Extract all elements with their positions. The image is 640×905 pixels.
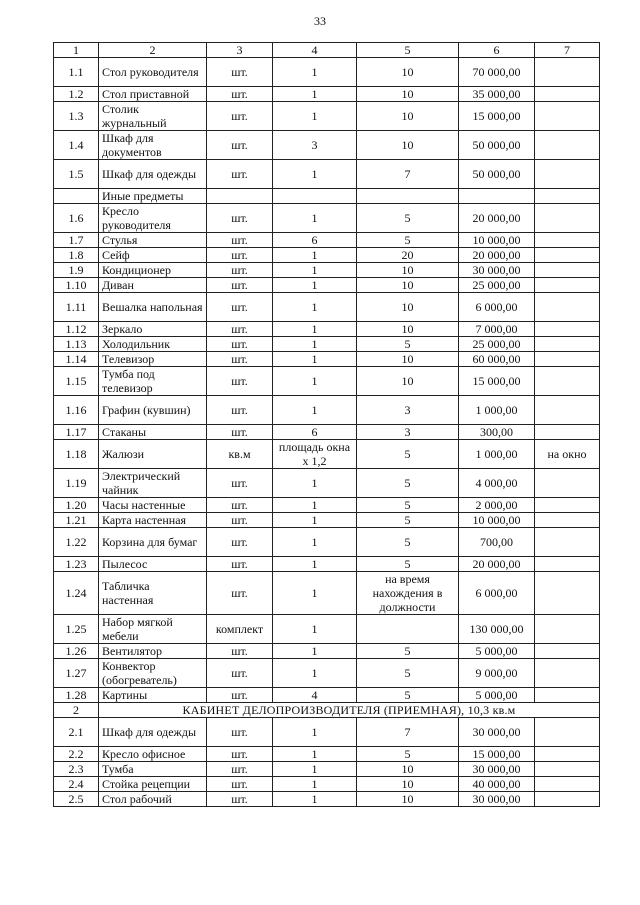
- price-cell: 700,00: [459, 528, 535, 557]
- item-name-cell: Пылесос: [99, 557, 207, 572]
- item-name-cell: Телевизор: [99, 352, 207, 367]
- service-life-cell: 10: [357, 367, 459, 396]
- item-number-cell: 2.4: [54, 777, 99, 792]
- note-cell: [535, 762, 600, 777]
- unit-cell: шт.: [207, 58, 273, 87]
- price-cell: 30 000,00: [459, 718, 535, 747]
- table-row: [54, 131, 600, 160]
- note-cell: [535, 87, 600, 102]
- table-row: [54, 322, 600, 337]
- item-number-cell: 1.7: [54, 233, 99, 248]
- price-cell: 25 000,00: [459, 337, 535, 352]
- unit-cell: шт.: [207, 337, 273, 352]
- column-header: 1: [54, 43, 99, 58]
- service-life-cell: 5: [357, 469, 459, 498]
- table-row: [54, 659, 600, 688]
- item-number-cell: 1.18: [54, 440, 99, 469]
- note-cell: на окно: [535, 440, 600, 469]
- item-number-cell: 1.20: [54, 498, 99, 513]
- item-number-cell: 1.14: [54, 352, 99, 367]
- item-number-cell: 1.15: [54, 367, 99, 396]
- service-life-cell: 3: [357, 396, 459, 425]
- table-row: [54, 396, 600, 425]
- price-cell: 2 000,00: [459, 498, 535, 513]
- price-cell: 6 000,00: [459, 293, 535, 322]
- quantity-cell: 1: [273, 337, 357, 352]
- table-row: [54, 498, 600, 513]
- price-cell: 20 000,00: [459, 248, 535, 263]
- quantity-cell: 1: [273, 278, 357, 293]
- quantity-cell: 1: [273, 513, 357, 528]
- note-cell: [535, 58, 600, 87]
- price-cell: 40 000,00: [459, 777, 535, 792]
- note-cell: [535, 337, 600, 352]
- price-cell: 35 000,00: [459, 87, 535, 102]
- table-row: [54, 87, 600, 102]
- table-row: [54, 233, 600, 248]
- service-life-cell: на время нахождения в должности: [357, 572, 459, 615]
- table-row: [54, 293, 600, 322]
- table-header-row: [54, 43, 600, 58]
- note-cell: [535, 498, 600, 513]
- service-life-cell: 5: [357, 528, 459, 557]
- price-cell: 4 000,00: [459, 469, 535, 498]
- column-header: 6: [459, 43, 535, 58]
- note-cell: [535, 792, 600, 807]
- service-life-cell: 5: [357, 204, 459, 233]
- price-cell: 15 000,00: [459, 367, 535, 396]
- item-name-cell: Стол рабочий: [99, 792, 207, 807]
- unit-cell: шт.: [207, 352, 273, 367]
- item-number-cell: 1.13: [54, 337, 99, 352]
- service-life-cell: 5: [357, 644, 459, 659]
- column-header: 4: [273, 43, 357, 58]
- section-row: [54, 703, 600, 718]
- unit-cell: шт.: [207, 204, 273, 233]
- price-cell: 6 000,00: [459, 572, 535, 615]
- note-cell: [535, 557, 600, 572]
- item-number-cell: 1.24: [54, 572, 99, 615]
- item-name-cell: Жалюзи: [99, 440, 207, 469]
- unit-cell: шт.: [207, 688, 273, 703]
- item-name-cell: Картины: [99, 688, 207, 703]
- service-life-cell: 5: [357, 337, 459, 352]
- item-number-cell: 1.26: [54, 644, 99, 659]
- quantity-cell: площадь окна х 1,2: [273, 440, 357, 469]
- note-cell: [535, 718, 600, 747]
- item-name-cell: Кресло офисное: [99, 747, 207, 762]
- unit-cell: кв.м: [207, 440, 273, 469]
- service-life-cell: 10: [357, 293, 459, 322]
- table-row: [54, 352, 600, 367]
- note-cell: [535, 160, 600, 189]
- unit-cell: шт.: [207, 396, 273, 425]
- price-cell: 30 000,00: [459, 762, 535, 777]
- service-life-cell: 10: [357, 777, 459, 792]
- item-name-cell: Табличка настенная: [99, 572, 207, 615]
- service-life-cell: [357, 615, 459, 644]
- item-number-cell: 1.10: [54, 278, 99, 293]
- item-number-cell: [54, 189, 99, 204]
- quantity-cell: 1: [273, 777, 357, 792]
- price-cell: 5 000,00: [459, 688, 535, 703]
- price-cell: 30 000,00: [459, 263, 535, 278]
- item-number-cell: 1.8: [54, 248, 99, 263]
- note-cell: [535, 131, 600, 160]
- note-cell: [535, 204, 600, 233]
- column-header: 3: [207, 43, 273, 58]
- item-name-cell: Электрический чайник: [99, 469, 207, 498]
- item-name-cell: Холодильник: [99, 337, 207, 352]
- item-number-cell: 1.11: [54, 293, 99, 322]
- quantity-cell: 1: [273, 747, 357, 762]
- unit-cell: шт.: [207, 425, 273, 440]
- note-cell: [535, 777, 600, 792]
- table-row: [54, 777, 600, 792]
- item-number-cell: 1.5: [54, 160, 99, 189]
- item-number-cell: 1.25: [54, 615, 99, 644]
- service-life-cell: 10: [357, 792, 459, 807]
- column-header: 7: [535, 43, 600, 58]
- unit-cell: шт.: [207, 293, 273, 322]
- note-cell: [535, 293, 600, 322]
- furniture-norms-table: [53, 42, 600, 807]
- table-row: [54, 189, 600, 204]
- unit-cell: шт.: [207, 322, 273, 337]
- item-name-cell: Конвектор (обогреватель): [99, 659, 207, 688]
- unit-cell: шт.: [207, 572, 273, 615]
- note-cell: [535, 528, 600, 557]
- table-row: [54, 440, 600, 469]
- item-number-cell: 1.28: [54, 688, 99, 703]
- item-name-cell: Стулья: [99, 233, 207, 248]
- table-row: [54, 513, 600, 528]
- quantity-cell: 1: [273, 367, 357, 396]
- quantity-cell: 4: [273, 688, 357, 703]
- table-row: [54, 278, 600, 293]
- table-row: [54, 557, 600, 572]
- unit-cell: шт.: [207, 469, 273, 498]
- item-name-cell: Шкаф для документов: [99, 131, 207, 160]
- item-name-cell: Тумба: [99, 762, 207, 777]
- item-name-cell: Стойка рецепции: [99, 777, 207, 792]
- item-name-cell: Тумба под телевизор: [99, 367, 207, 396]
- table-row: [54, 102, 600, 131]
- unit-cell: шт.: [207, 160, 273, 189]
- item-name-cell: Кресло руководителя: [99, 204, 207, 233]
- price-cell: 70 000,00: [459, 58, 535, 87]
- quantity-cell: 1: [273, 352, 357, 367]
- quantity-cell: 1: [273, 469, 357, 498]
- quantity-cell: 1: [273, 498, 357, 513]
- note-cell: [535, 469, 600, 498]
- service-life-cell: 5: [357, 659, 459, 688]
- quantity-cell: 1: [273, 762, 357, 777]
- table-row: [54, 469, 600, 498]
- service-life-cell: 5: [357, 688, 459, 703]
- item-name-cell: Шкаф для одежды: [99, 160, 207, 189]
- item-name-cell: Сейф: [99, 248, 207, 263]
- service-life-cell: 5: [357, 513, 459, 528]
- service-life-cell: 10: [357, 58, 459, 87]
- unit-cell: шт.: [207, 747, 273, 762]
- table-row: [54, 58, 600, 87]
- item-name-cell: Часы настенные: [99, 498, 207, 513]
- unit-cell: шт.: [207, 248, 273, 263]
- quantity-cell: 1: [273, 792, 357, 807]
- item-name-cell: Вентилятор: [99, 644, 207, 659]
- price-cell: 50 000,00: [459, 131, 535, 160]
- quantity-cell: 1: [273, 557, 357, 572]
- price-cell: 10 000,00: [459, 233, 535, 248]
- item-number-cell: 1.16: [54, 396, 99, 425]
- quantity-cell: 1: [273, 102, 357, 131]
- table-body: [54, 43, 600, 807]
- item-name-cell: Карта настенная: [99, 513, 207, 528]
- quantity-cell: 1: [273, 572, 357, 615]
- service-life-cell: [357, 189, 459, 204]
- quantity-cell: 1: [273, 615, 357, 644]
- unit-cell: шт.: [207, 278, 273, 293]
- service-life-cell: 20: [357, 248, 459, 263]
- table-row: [54, 160, 600, 189]
- unit-cell: шт.: [207, 644, 273, 659]
- note-cell: [535, 278, 600, 293]
- quantity-cell: 1: [273, 659, 357, 688]
- service-life-cell: 10: [357, 263, 459, 278]
- price-cell: 60 000,00: [459, 352, 535, 367]
- item-name-cell: Стаканы: [99, 425, 207, 440]
- table-row: [54, 792, 600, 807]
- column-header: 2: [99, 43, 207, 58]
- item-number-cell: 1.27: [54, 659, 99, 688]
- note-cell: [535, 322, 600, 337]
- price-cell: 30 000,00: [459, 792, 535, 807]
- item-number-cell: 1.17: [54, 425, 99, 440]
- table-row: [54, 718, 600, 747]
- page-number: 33: [314, 14, 326, 28]
- note-cell: [535, 102, 600, 131]
- service-life-cell: 5: [357, 498, 459, 513]
- item-number-cell: 1.9: [54, 263, 99, 278]
- price-cell: 50 000,00: [459, 160, 535, 189]
- quantity-cell: 1: [273, 204, 357, 233]
- note-cell: [535, 644, 600, 659]
- item-number-cell: 1.3: [54, 102, 99, 131]
- item-number-cell: 1.4: [54, 131, 99, 160]
- quantity-cell: 1: [273, 87, 357, 102]
- table-row: [54, 367, 600, 396]
- quantity-cell: 1: [273, 718, 357, 747]
- price-cell: 9 000,00: [459, 659, 535, 688]
- item-number-cell: 1.2: [54, 87, 99, 102]
- unit-cell: шт.: [207, 718, 273, 747]
- unit-cell: шт.: [207, 367, 273, 396]
- quantity-cell: 1: [273, 322, 357, 337]
- item-number-cell: 2.2: [54, 747, 99, 762]
- price-cell: 1 000,00: [459, 396, 535, 425]
- quantity-cell: 1: [273, 396, 357, 425]
- item-number-cell: 1.22: [54, 528, 99, 557]
- item-number-cell: 2.3: [54, 762, 99, 777]
- item-number-cell: 1.19: [54, 469, 99, 498]
- quantity-cell: 1: [273, 528, 357, 557]
- table-row: [54, 688, 600, 703]
- note-cell: [535, 615, 600, 644]
- item-number-cell: 1.21: [54, 513, 99, 528]
- note-cell: [535, 189, 600, 204]
- unit-cell: комплект: [207, 615, 273, 644]
- unit-cell: шт.: [207, 792, 273, 807]
- item-number-cell: 2.5: [54, 792, 99, 807]
- unit-cell: шт.: [207, 528, 273, 557]
- item-name-cell: Столик журнальный: [99, 102, 207, 131]
- unit-cell: шт.: [207, 513, 273, 528]
- quantity-cell: 3: [273, 131, 357, 160]
- unit-cell: шт.: [207, 777, 273, 792]
- table-row: [54, 644, 600, 659]
- note-cell: [535, 396, 600, 425]
- quantity-cell: 1: [273, 160, 357, 189]
- price-cell: [459, 189, 535, 204]
- item-name-cell: Зеркало: [99, 322, 207, 337]
- price-cell: 130 000,00: [459, 615, 535, 644]
- unit-cell: [207, 189, 273, 204]
- service-life-cell: 5: [357, 440, 459, 469]
- table-row: [54, 248, 600, 263]
- note-cell: [535, 513, 600, 528]
- table-row: [54, 615, 600, 644]
- item-name-cell: Стол приставной: [99, 87, 207, 102]
- price-cell: 15 000,00: [459, 747, 535, 762]
- item-name-cell: Корзина для бумаг: [99, 528, 207, 557]
- quantity-cell: 1: [273, 263, 357, 278]
- unit-cell: шт.: [207, 498, 273, 513]
- table-row: [54, 263, 600, 278]
- service-life-cell: 5: [357, 233, 459, 248]
- price-cell: 10 000,00: [459, 513, 535, 528]
- unit-cell: шт.: [207, 87, 273, 102]
- unit-cell: шт.: [207, 233, 273, 248]
- table-row: [54, 762, 600, 777]
- price-cell: 20 000,00: [459, 557, 535, 572]
- item-name-cell: Кондиционер: [99, 263, 207, 278]
- note-cell: [535, 367, 600, 396]
- item-number-cell: 2.1: [54, 718, 99, 747]
- table-row: [54, 425, 600, 440]
- price-cell: 25 000,00: [459, 278, 535, 293]
- note-cell: [535, 572, 600, 615]
- unit-cell: шт.: [207, 762, 273, 777]
- price-cell: 300,00: [459, 425, 535, 440]
- item-name-cell: Набор мягкой мебели: [99, 615, 207, 644]
- price-cell: 15 000,00: [459, 102, 535, 131]
- unit-cell: шт.: [207, 131, 273, 160]
- table-row: [54, 747, 600, 762]
- table-row: [54, 572, 600, 615]
- service-life-cell: 5: [357, 747, 459, 762]
- quantity-cell: 1: [273, 58, 357, 87]
- service-life-cell: 3: [357, 425, 459, 440]
- item-name-cell: Графин (кувшин): [99, 396, 207, 425]
- column-header: 5: [357, 43, 459, 58]
- service-life-cell: 10: [357, 131, 459, 160]
- note-cell: [535, 659, 600, 688]
- section-title-cell: КАБИНЕТ ДЕЛОПРОИЗВОДИТЕЛЯ (ПРИЕМНАЯ), 10,3 кв.м: [99, 703, 600, 718]
- item-number-cell: 1.1: [54, 58, 99, 87]
- table-row: [54, 337, 600, 352]
- item-number-cell: 1.23: [54, 557, 99, 572]
- price-cell: 7 000,00: [459, 322, 535, 337]
- unit-cell: шт.: [207, 263, 273, 278]
- item-name-cell: Иные предметы: [99, 189, 207, 204]
- item-number-cell: 1.12: [54, 322, 99, 337]
- table-row: [54, 528, 600, 557]
- service-life-cell: 10: [357, 87, 459, 102]
- note-cell: [535, 747, 600, 762]
- note-cell: [535, 352, 600, 367]
- service-life-cell: 5: [357, 557, 459, 572]
- quantity-cell: 1: [273, 644, 357, 659]
- quantity-cell: 6: [273, 425, 357, 440]
- quantity-cell: [273, 189, 357, 204]
- service-life-cell: 10: [357, 352, 459, 367]
- item-number-cell: 1.6: [54, 204, 99, 233]
- service-life-cell: 10: [357, 322, 459, 337]
- service-life-cell: 10: [357, 762, 459, 777]
- section-number-cell: 2: [54, 703, 99, 718]
- item-name-cell: Стол руководителя: [99, 58, 207, 87]
- service-life-cell: 7: [357, 160, 459, 189]
- item-name-cell: Вешалка напольная: [99, 293, 207, 322]
- unit-cell: шт.: [207, 557, 273, 572]
- unit-cell: шт.: [207, 659, 273, 688]
- item-name-cell: Шкаф для одежды: [99, 718, 207, 747]
- note-cell: [535, 233, 600, 248]
- item-name-cell: Диван: [99, 278, 207, 293]
- table-row: [54, 204, 600, 233]
- service-life-cell: 7: [357, 718, 459, 747]
- quantity-cell: 6: [273, 233, 357, 248]
- unit-cell: шт.: [207, 102, 273, 131]
- note-cell: [535, 425, 600, 440]
- price-cell: 1 000,00: [459, 440, 535, 469]
- quantity-cell: 1: [273, 248, 357, 263]
- service-life-cell: 10: [357, 102, 459, 131]
- note-cell: [535, 248, 600, 263]
- price-cell: 20 000,00: [459, 204, 535, 233]
- note-cell: [535, 263, 600, 278]
- quantity-cell: 1: [273, 293, 357, 322]
- service-life-cell: 10: [357, 278, 459, 293]
- note-cell: [535, 688, 600, 703]
- price-cell: 5 000,00: [459, 644, 535, 659]
